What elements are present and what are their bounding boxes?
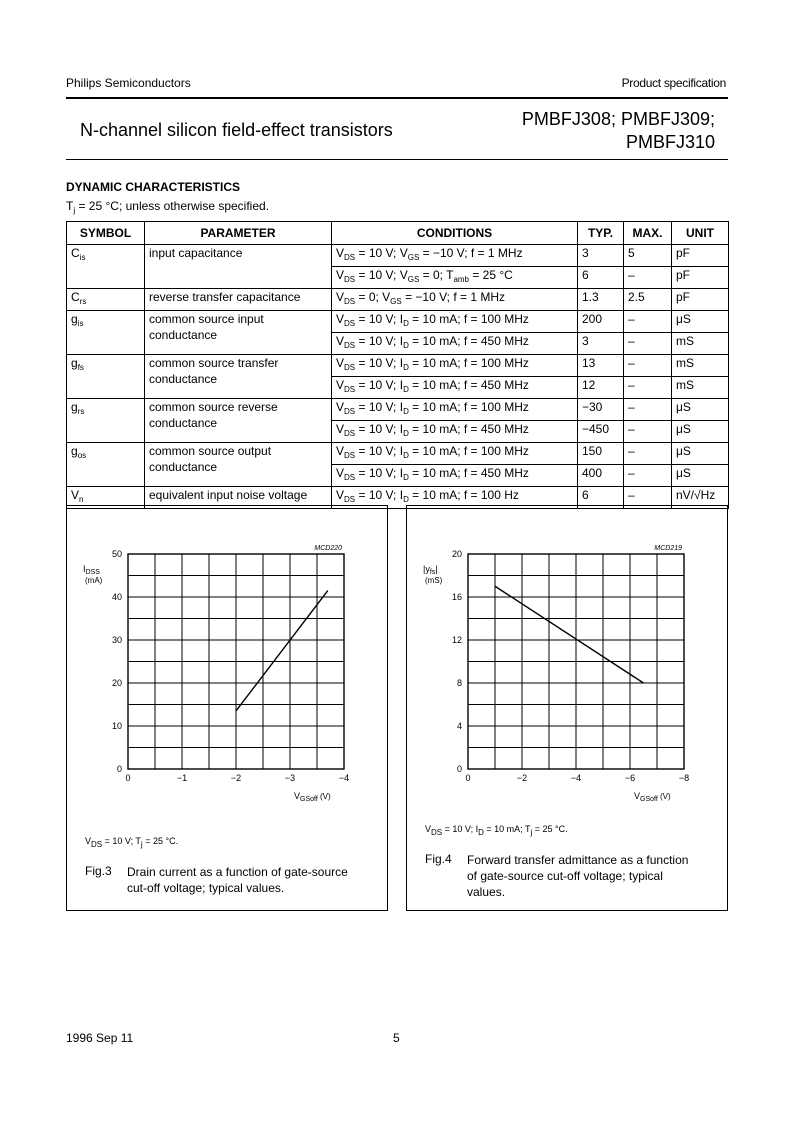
y-tick-label: 30 <box>111 635 122 645</box>
symbol-subscript: n <box>79 495 84 504</box>
condition-subscript: DS <box>344 429 356 438</box>
condition-subscript: GS <box>390 297 402 306</box>
fig4-cond-p3: D <box>478 828 484 837</box>
cell-typ: 200 <box>578 311 624 333</box>
cell-symbol <box>67 289 145 311</box>
fig3-cond-p4: = 25 °C. <box>142 836 179 846</box>
condition-text: = 0; T <box>419 268 454 282</box>
cell-max: – <box>624 421 672 443</box>
cell-parameter: common source input conductance <box>145 311 332 355</box>
symbol-subscript: fs <box>77 363 84 372</box>
cell-unit: μS <box>672 421 729 443</box>
y-tick-label: 0 <box>456 764 462 774</box>
cell-conditions <box>332 355 578 377</box>
condition-text: V <box>336 312 345 326</box>
figure-3-chart <box>67 506 387 910</box>
cell-unit: mS <box>672 355 729 377</box>
cell-symbol <box>67 399 145 443</box>
cell-unit: μS <box>672 465 729 487</box>
cell-typ: 400 <box>578 465 624 487</box>
figure-4-caption <box>467 852 688 900</box>
x-axis-label-main: V <box>634 791 641 801</box>
y-tick-label: 50 <box>111 549 122 559</box>
y-axis-label-main: |y <box>423 564 430 574</box>
cell-typ: −450 <box>578 421 624 443</box>
x-tick-label: 0 <box>125 773 131 783</box>
header-max: MAX. <box>624 222 672 245</box>
cell-conditions <box>332 465 578 487</box>
x-axis-label-main: V <box>294 791 301 801</box>
cell-unit: pF <box>672 289 729 311</box>
cell-parameter: common source output conductance <box>145 443 332 487</box>
footer-date: 1996 Sep 11 <box>66 1031 134 1045</box>
symbol-main: C <box>71 290 80 304</box>
document-type: Product specification <box>621 76 726 90</box>
condition-subscript: D <box>403 473 409 482</box>
cell-parameter: common source reverse conductance <box>145 399 332 443</box>
y-tick-label: 20 <box>111 678 122 688</box>
condition-subscript: DS <box>344 385 356 394</box>
x-tick-label: −1 <box>176 773 188 783</box>
x-axis-label <box>634 791 671 803</box>
symbol-subscript: rs <box>79 297 87 306</box>
figure-3-caption-line1: Drain current as a function of gate-source <box>127 865 348 879</box>
cell-unit: μS <box>672 443 729 465</box>
y-tick-label: 8 <box>456 678 462 688</box>
page-number: 5 <box>393 1031 400 1045</box>
condition-text: = 10 mA; f = 450 MHz <box>408 466 529 480</box>
table-row <box>67 245 729 267</box>
condition-subscript: D <box>403 451 409 460</box>
condition-subscript: D <box>403 429 409 438</box>
condition-text: = −10 V; f = 1 MHz <box>401 290 506 304</box>
y-tick-label: 16 <box>451 592 462 602</box>
figure-code: MCD220 <box>314 545 342 552</box>
figure-3-caption <box>127 864 348 896</box>
condition-text: = 10 mA; f = 100 MHz <box>408 400 529 414</box>
condition-text: V <box>336 488 345 502</box>
document-title: N-channel silicon field-effect transistors <box>80 120 393 140</box>
condition-text: = 10 V; I <box>355 422 404 436</box>
y-tick-label: 0 <box>116 764 122 774</box>
figure-4-caption-line2: of gate-source cut-off voltage; typical <box>467 869 663 883</box>
x-tick-label: −4 <box>570 773 582 783</box>
fig4-cond-p2: = 10 V; I <box>442 824 479 834</box>
symbol-main: V <box>71 488 80 502</box>
cell-unit: pF <box>672 245 729 267</box>
y-axis-unit: (mA) <box>85 576 103 585</box>
x-tick-label: −2 <box>516 773 528 783</box>
x-axis-unit: (V) <box>317 792 331 801</box>
y-tick-label: 4 <box>456 721 462 731</box>
cell-typ: 6 <box>578 487 624 509</box>
fig4-cond-p6: = 25 °C. <box>532 824 568 834</box>
condition-text: V <box>336 290 345 304</box>
condition-text: = 10 V; V <box>355 246 408 260</box>
header-typ: TYP. <box>578 222 624 245</box>
condition-text: V <box>336 400 345 414</box>
symbol-main: C <box>71 246 80 260</box>
figure-4-conditions <box>425 824 568 837</box>
figure-4-caption-line1: Forward transfer admittance as a function <box>467 853 689 867</box>
cell-unit: mS <box>672 377 729 399</box>
condition-subscript: DS <box>344 275 356 284</box>
cell-max: – <box>624 267 672 289</box>
company-name: Philips Semiconductors <box>66 76 191 90</box>
table-body <box>67 245 729 509</box>
condition-subscript: D <box>403 363 409 372</box>
series-line <box>236 591 328 711</box>
condition-text: V <box>336 444 345 458</box>
symbol-subscript: is <box>77 319 84 328</box>
condition-text: V <box>336 466 345 480</box>
x-axis-unit: (V) <box>657 792 671 801</box>
condition-text: = 10 mA; f = 100 MHz <box>408 356 529 370</box>
y-axis-label-main: I <box>83 564 86 574</box>
x-axis-label-sub: GSoff <box>300 796 318 803</box>
cell-conditions <box>332 421 578 443</box>
x-tick-label: −2 <box>230 773 242 783</box>
cell-typ: 150 <box>578 443 624 465</box>
part-numbers <box>522 108 715 154</box>
cell-typ: 3 <box>578 333 624 355</box>
title-rule <box>66 159 728 160</box>
cell-conditions <box>332 267 578 289</box>
y-axis-unit: (mS) <box>425 576 443 585</box>
condition-text: = 10 mA; f = 450 MHz <box>408 378 529 392</box>
cell-typ: 12 <box>578 377 624 399</box>
part-numbers-line1: PMBFJ308; PMBFJ309; <box>521 109 715 129</box>
cell-conditions <box>332 311 578 333</box>
cell-typ: −30 <box>578 399 624 421</box>
y-tick-label: 10 <box>111 721 122 731</box>
cell-unit: pF <box>672 267 729 289</box>
y-axis-label-sub: DSS <box>85 569 100 576</box>
part-numbers-line2: PMBFJ310 <box>625 132 715 152</box>
condition-text: V <box>336 334 345 348</box>
condition-text: = 10 V; V <box>355 268 408 282</box>
condition-subscript: D <box>403 495 409 504</box>
cell-typ: 13 <box>578 355 624 377</box>
cell-max: – <box>624 487 672 509</box>
cell-max: 5 <box>624 245 672 267</box>
header-parameter: PARAMETER <box>145 222 332 245</box>
condition-subscript: DS <box>344 319 356 328</box>
cell-conditions <box>332 245 578 267</box>
figure-4-chart <box>407 506 727 910</box>
x-tick-label: −3 <box>284 773 296 783</box>
cell-typ: 3 <box>578 245 624 267</box>
x-tick-label: 0 <box>465 773 471 783</box>
condition-text: = −10 V; f = 1 MHz <box>419 246 523 260</box>
y-axis-label-post: | <box>435 564 438 574</box>
header-rule <box>66 97 728 99</box>
condition-subscript: GS <box>407 275 420 284</box>
condition-subscript: DS <box>344 297 356 306</box>
condition-text: = 10 mA; f = 100 Hz <box>408 488 519 502</box>
table-row <box>67 289 729 311</box>
condition-text: = 25 °C <box>469 268 513 282</box>
cell-max: – <box>624 311 672 333</box>
cell-unit: nV/√Hz <box>672 487 729 509</box>
figure-4-box <box>406 505 728 911</box>
condition-subscript: DS <box>344 451 356 460</box>
symbol-subscript: is <box>79 253 86 262</box>
symbol-main: g <box>71 444 78 458</box>
condition-subscript: D <box>403 341 409 350</box>
figure-4-caption-line3: values. <box>467 885 506 899</box>
cell-max: – <box>624 377 672 399</box>
section-subtitle <box>66 199 269 215</box>
x-tick-label: −8 <box>678 773 690 783</box>
cell-conditions <box>332 377 578 399</box>
cell-conditions <box>332 443 578 465</box>
condition-text: = 10 V; I <box>355 334 404 348</box>
cell-unit: mS <box>672 333 729 355</box>
condition-text: = 10 mA; f = 450 MHz <box>408 422 529 436</box>
cell-symbol <box>67 443 145 487</box>
cell-typ: 1.3 <box>578 289 624 311</box>
cell-parameter: common source transfer conductance <box>145 355 332 399</box>
series-line <box>495 586 644 683</box>
condition-text: = 10 V; I <box>355 356 404 370</box>
cell-unit: μS <box>672 399 729 421</box>
figure-3-conditions <box>85 836 178 849</box>
condition-subscript: DS <box>344 407 356 416</box>
fig3-cond-p2: = 10 V; T <box>102 836 141 846</box>
fig3-cond-p1: DS <box>91 840 103 849</box>
figure-3-box <box>66 505 388 911</box>
condition-subscript: amb <box>453 275 469 284</box>
cell-conditions <box>332 333 578 355</box>
condition-text: V <box>336 268 345 282</box>
header-conditions: CONDITIONS <box>332 222 578 245</box>
header-symbol: SYMBOL <box>67 222 145 245</box>
table-row <box>67 311 729 333</box>
condition-subscript: DS <box>344 495 356 504</box>
subtitle-text: = 25 °C; unless otherwise specified. <box>75 199 270 213</box>
condition-text: V <box>336 422 345 436</box>
section-title: DYNAMIC CHARACTERISTICS <box>66 180 240 194</box>
condition-text: = 10 V; I <box>355 400 404 414</box>
condition-subscript: DS <box>344 473 356 482</box>
condition-subscript: DS <box>344 253 356 262</box>
cell-parameter: reverse transfer capacitance <box>145 289 332 311</box>
y-axis-label <box>83 564 100 576</box>
symbol-subscript: rs <box>77 407 85 416</box>
header-unit: UNIT <box>672 222 729 245</box>
condition-text: = 10 V; I <box>355 444 404 458</box>
figure-3-caption-line2: cut-off voltage; typical values. <box>127 881 285 895</box>
fig3-cond-p0: V <box>85 836 92 846</box>
condition-text: V <box>336 246 345 260</box>
condition-subscript: GS <box>407 253 420 262</box>
table-row <box>67 399 729 421</box>
table-header-row <box>67 222 729 245</box>
cell-typ: 6 <box>578 267 624 289</box>
y-axis-label <box>423 564 438 576</box>
cell-max: – <box>624 443 672 465</box>
x-tick-label: −4 <box>338 773 350 783</box>
condition-text: = 10 mA; f = 450 MHz <box>408 334 529 348</box>
condition-subscript: D <box>403 385 409 394</box>
symbol-subscript: os <box>77 451 87 460</box>
y-axis-label-sub: fs <box>429 569 436 576</box>
condition-text: = 10 mA; f = 100 MHz <box>408 312 529 326</box>
cell-conditions <box>332 399 578 421</box>
cell-symbol <box>67 311 145 355</box>
cell-symbol <box>67 245 145 289</box>
cell-max: – <box>624 333 672 355</box>
condition-subscript: D <box>403 407 409 416</box>
figure-3-label: Fig.3 <box>85 864 112 878</box>
cell-conditions <box>332 289 578 311</box>
figure-code: MCD219 <box>654 545 682 552</box>
cell-parameter: equivalent input noise voltage <box>145 487 332 509</box>
symbol-main: g <box>71 312 78 326</box>
y-tick-label: 20 <box>451 549 462 559</box>
fig4-cond-p5: j <box>530 828 533 837</box>
condition-text: V <box>336 378 345 392</box>
figure-4-label: Fig.4 <box>425 852 452 866</box>
condition-text: = 10 V; I <box>355 488 404 502</box>
condition-text: = 10 V; I <box>355 466 404 480</box>
fig3-cond-p3: j <box>140 840 143 849</box>
symbol-main: g <box>71 400 78 414</box>
dynamic-characteristics-table <box>66 221 729 509</box>
y-tick-label: 40 <box>111 592 122 602</box>
condition-subscript: DS <box>344 341 356 350</box>
condition-subscript: DS <box>344 363 356 372</box>
cell-max: – <box>624 399 672 421</box>
y-tick-label: 12 <box>451 635 462 645</box>
cell-parameter: input capacitance <box>145 245 332 289</box>
cell-max: – <box>624 465 672 487</box>
subtitle-subscript: j <box>73 206 76 215</box>
condition-subscript: D <box>403 319 409 328</box>
cell-unit: μS <box>672 311 729 333</box>
x-tick-label: −6 <box>624 773 636 783</box>
condition-text: = 10 mA; f = 100 MHz <box>408 444 529 458</box>
x-axis-label <box>294 791 331 803</box>
cell-symbol <box>67 355 145 399</box>
cell-max: – <box>624 355 672 377</box>
x-axis-label-sub: GSoff <box>640 796 658 803</box>
fig4-cond-p0: V <box>425 824 432 834</box>
table-row <box>67 355 729 377</box>
fig4-cond-p4: = 10 mA; T <box>483 824 531 834</box>
condition-text: = 10 V; I <box>355 378 404 392</box>
cell-max: 2.5 <box>624 289 672 311</box>
condition-text: = 10 V; I <box>355 312 404 326</box>
subtitle-symbol: T <box>66 199 74 213</box>
condition-text: V <box>336 356 345 370</box>
symbol-main: g <box>71 356 78 370</box>
table-row <box>67 443 729 465</box>
fig4-cond-p1: DS <box>431 828 443 837</box>
condition-text: = 0; V <box>355 290 391 304</box>
